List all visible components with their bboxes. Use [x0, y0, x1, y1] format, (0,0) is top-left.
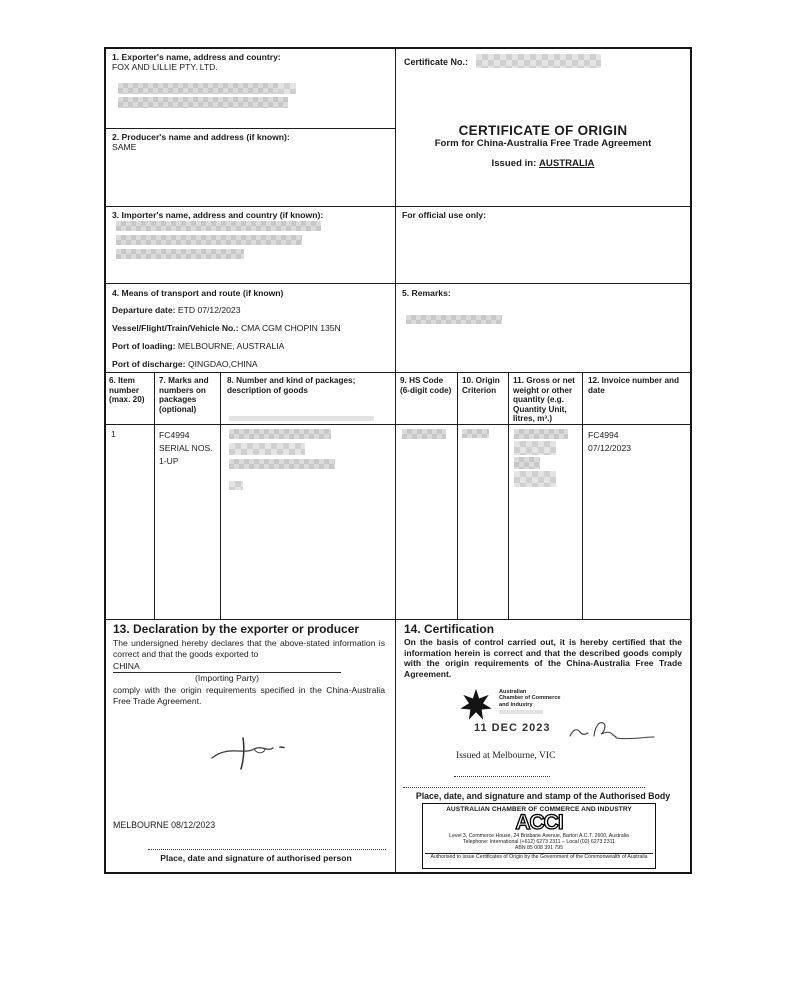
importer-label: 3. Importer's name, address and country (if known): [112, 210, 324, 220]
redacted-exporter-address-tail [278, 83, 296, 94]
redacted-description-line3 [229, 459, 335, 469]
issued-at-line: Issued at Melbourne, VIC [456, 750, 556, 761]
row-item-number: 1 [111, 429, 116, 439]
redacted-description-line4 [229, 481, 243, 490]
acci-address-box [422, 803, 656, 869]
acci-phone: Telephone: International (+612) 6273 2311 – Local (02) 6273 2311 [463, 839, 615, 846]
official-use-box [396, 207, 690, 284]
header-packages-description [221, 373, 396, 425]
form-subtitle: Form for China-Australia Free Trade Agreement [434, 138, 652, 149]
declaration-place-date: MELBOURNE 08/12/2023 [113, 820, 216, 830]
redacted-description-line2 [229, 443, 305, 455]
certification-section [396, 620, 690, 872]
declaration-title: 13. Declaration by the exporter or producer [113, 622, 360, 636]
departure-date-label: Departure date: [112, 305, 176, 315]
header-invoice [583, 373, 690, 425]
row-origin-criterion-cell [458, 425, 509, 620]
producer-label: 2. Producer's name and address (if known): [112, 132, 290, 142]
redacted-weight-line4 [514, 471, 556, 487]
port-loading-line [112, 341, 284, 351]
redacted-weight-line1 [514, 429, 568, 439]
row-item-number-cell [106, 425, 155, 620]
signature-dotted-line [148, 849, 386, 850]
stamp-line-3: and Industry [499, 701, 533, 708]
importing-party-value: CHINA [113, 661, 341, 673]
importer-box [106, 207, 396, 284]
row-invoice-cell [583, 425, 690, 620]
header-item-number [106, 373, 155, 425]
exporter-label: 1. Exporter's name, address and country: [112, 52, 281, 62]
departure-date-value: ETD 07/12/2023 [177, 305, 241, 315]
row-hs-code-cell [396, 425, 458, 620]
producer-box [106, 129, 396, 207]
acci-address: Level 3, Commerce House, 24 Brisbane Avenue, Barton A.C.T. 2600, Australia [449, 833, 629, 839]
header-hs-code [396, 373, 458, 425]
declaration-section [106, 620, 396, 872]
acci-stamp [458, 686, 561, 724]
issued-in-line [396, 158, 690, 169]
header-marks-numbers-text: 7. Marks and numbers on packages (optional) [159, 376, 209, 414]
header-weight-quantity-text: 11. Gross or net weight or other quantity (e.g. Quantity Unit, litres, m³.) [513, 376, 575, 424]
certification-title: 14. Certification [404, 622, 495, 636]
scan-smudge [229, 416, 374, 421]
redacted-exporter-address-line1 [118, 83, 278, 94]
acci-title: AUSTRALIAN CHAMBER OF COMMERCE AND INDUSTRY [446, 806, 632, 813]
declaration-paragraph-1: The undersigned hereby declares that the above-stated information is correct and that the goods exported to [113, 638, 385, 659]
certificate-no-label: Certificate No.: [404, 57, 469, 67]
transport-box [106, 284, 396, 373]
certification-paragraph: On the basis of control carried out, it is hereby certified that the information herein is correct and that the described goods comply with the origin requirements of the China-Australia Free Trade Agreement. [404, 637, 682, 679]
producer-value: SAME [112, 142, 137, 152]
exporter-name: FOX AND LILLIE PTY. LTD. [112, 62, 218, 72]
transport-label: 4. Means of transport and route (if known) [112, 288, 284, 298]
commonwealth-star-icon [458, 686, 494, 724]
redacted-weight-line3 [514, 457, 540, 469]
port-discharge-label: Port of discharge: [112, 359, 186, 369]
vessel-line [112, 323, 341, 333]
stamp-line-1: Australian [499, 689, 527, 695]
redacted-importer-line3 [116, 249, 244, 259]
row-marks-line3: 1-UP [159, 456, 179, 466]
redacted-weight-line2 [514, 441, 556, 455]
header-item-number-text: 6. Item number (max. 20) [109, 376, 145, 405]
redacted-origin-criterion [462, 429, 489, 438]
row-marks-cell [155, 425, 221, 620]
declaration-paragraph-2: comply with the origin requirements specified in the China-Australia Free Trade Agreement. [113, 685, 385, 706]
row-description-cell [221, 425, 396, 620]
certificate-title-box [396, 49, 690, 207]
acci-abn: ABN 85 008 391 795 [514, 845, 564, 852]
declaration-caption: Place, date and signature of authorised person [160, 853, 352, 863]
vessel-value: CMA CGM CHOPIN 135N [240, 323, 341, 333]
exporter-box [106, 49, 396, 129]
port-loading-label: Port of loading: [112, 341, 176, 351]
remarks-box [396, 284, 690, 373]
row-weight-cell [509, 425, 583, 620]
departure-date-line [112, 305, 241, 315]
redacted-importer-line1 [116, 221, 321, 231]
exporter-signature [206, 732, 296, 777]
redacted-description-line1 [229, 429, 331, 439]
header-invoice-text: 12. Invoice number and date [588, 376, 679, 395]
redacted-certificate-number [476, 54, 601, 68]
certification-date-stamp: 11 DEC 2023 [474, 722, 551, 734]
port-loading-value: MELBOURNE, AUSTRALIA [177, 341, 285, 351]
stamp-line-2: Chamber of Commerce [499, 695, 561, 702]
row-marks-line1: FC4994 [159, 430, 190, 440]
redacted-importer-line2 [116, 235, 302, 245]
header-weight-quantity [509, 373, 583, 425]
redacted-hs-code [402, 429, 446, 439]
certificate-of-origin-form [104, 47, 692, 874]
certification-caption: Place, date, and signature and stamp of the Authorised Body [415, 791, 671, 801]
acci-footer: Authorised to issue Certificates of Origin by the Government of the Commonwealth of Australia [425, 853, 653, 861]
issued-in-label: Issued in: [491, 158, 537, 169]
authorised-body-signature [564, 712, 656, 746]
redacted-remarks [406, 315, 502, 324]
official-use-label: For official use only: [402, 210, 487, 220]
row-invoice-date: 07/12/2023 [588, 443, 632, 453]
short-dotted-line [454, 776, 550, 777]
row-marks-line2: SERIAL NOS. [159, 443, 213, 453]
header-origin-criterion-text: 10. Origin Criterion [462, 376, 500, 395]
long-dotted-line [403, 787, 645, 788]
vessel-label: Vessel/Flight/Train/Vehicle No.: [112, 323, 239, 333]
redacted-exporter-address-line2 [118, 97, 288, 108]
port-discharge-value: QINGDAO,CHINA [187, 359, 258, 369]
form-title: CERTIFICATE OF ORIGIN [458, 123, 628, 138]
header-origin-criterion [458, 373, 509, 425]
row-invoice-number: FC4994 [588, 430, 619, 440]
importing-party-caption: (Importing Party) [195, 673, 259, 683]
header-marks-numbers [155, 373, 221, 425]
issued-in-value: AUSTRALIA [539, 158, 595, 169]
remarks-label: 5. Remarks: [402, 288, 451, 298]
acci-logo: ACCI [515, 811, 563, 834]
header-packages-description-text: 8. Number and kind of packages; description of goods [227, 376, 356, 395]
header-hs-code-text: 9. HS Code (6-digit code) [400, 376, 452, 395]
stamp-fine-print [499, 710, 543, 714]
port-discharge-line [112, 359, 258, 369]
